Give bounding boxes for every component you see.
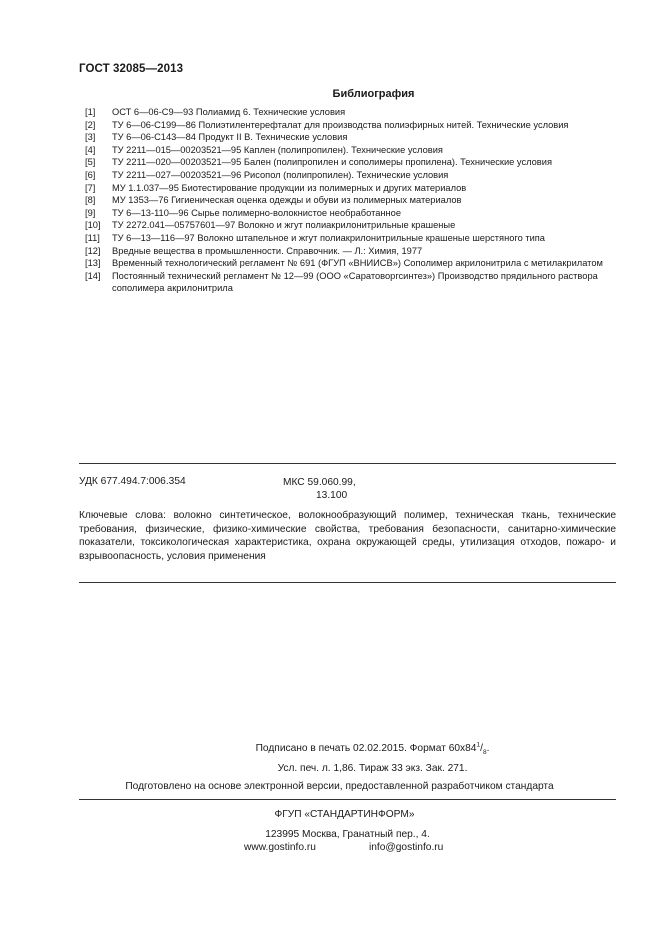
mks-code <box>283 476 356 502</box>
bibliography-item-text: ТУ 6—06-С143—84 Продукт II В. Технические условия <box>112 132 348 143</box>
bibliography-item-number: [5] <box>85 157 96 168</box>
bibliography-item-text: ТУ 2211—020—00203521—95 Бален (полипропилен и сополимеры пропилена). Технические условия <box>112 157 552 168</box>
format-end: . <box>486 743 490 754</box>
signed-text: Подписано в печать 02.02.2015. Формат 60x84 <box>255 743 477 754</box>
bibliography-item <box>85 194 605 207</box>
standard-code: ГОСТ 32085—2013 <box>79 63 184 75</box>
bibliography-item-text: ТУ 6—13—116—97 Волокно штапельное и жгут полиакрилонитрильные крашеные шерстяного типа <box>112 232 545 243</box>
bibliography-item <box>85 106 605 119</box>
bibliography-item-number: [1] <box>85 107 96 117</box>
bibliography-item <box>85 144 605 157</box>
prepared-note: Подготовлено на основе электронной версии, предоставленной разработчиком стандарта <box>125 781 554 792</box>
divider-bottom <box>79 799 616 800</box>
bibliography-item <box>85 131 605 144</box>
publisher-address: 123995 Москва, Гранатный пер., 4. <box>265 829 430 840</box>
bibliography-item <box>85 207 605 220</box>
bibliography-item-number: [4] <box>85 144 96 155</box>
website-link[interactable]: www.gostinfo.ru <box>244 842 316 853</box>
signed-for-print <box>0 741 661 757</box>
bibliography-item-number: [9] <box>85 207 96 218</box>
bibliography-item-text: ТУ 2211—027—00203521—96 Рисопол (полипропилен). Технические условия <box>112 169 449 180</box>
bibliography-item <box>85 245 605 258</box>
bibliography-item-number: [12] <box>85 245 101 256</box>
bibliography-item-text: ТУ 6—13-110—96 Сырье полимерно-волокнистое необработанное <box>112 207 402 218</box>
publisher-name: ФГУП «СТАНДАРТИНФОРМ» <box>274 809 415 820</box>
bibliography-item-text: Временный технологический регламент № 691 (ФГУП «ВНИИСВ») Сополимер акрилонитрила с метилакрилатом <box>112 258 603 269</box>
bibliography-list <box>85 106 605 295</box>
bibliography-item <box>85 219 605 232</box>
bibliography-item-text: ОСТ 6—06-С9—93 Полиамид 6. Технические условия <box>112 107 346 117</box>
bibliography-item <box>85 156 605 169</box>
bibliography-item-number: [14] <box>85 270 101 281</box>
bibliography-item-number: [7] <box>85 182 96 193</box>
bibliography-item-text: МУ 1.1.037—95 Биотестирование продукции из полимерных и других материалов <box>112 182 467 193</box>
udk-code: УДК 677.494.7:006.354 <box>79 476 186 487</box>
bibliography-item-text: Вредные вещества в промышленности. Справочник. — Л.: Химия, 1977 <box>112 245 423 256</box>
bibliography-item <box>85 169 605 182</box>
bibliography-item-text: ТУ 6—06-С199—86 Полиэтилентерефталат для производства полиэфирных нитей. Технические условия <box>112 119 569 130</box>
mks-line-1: МКС 59.060.99, <box>283 477 356 488</box>
email-link[interactable]: info@gostinfo.ru <box>369 842 444 853</box>
bibliography-item-number: [11] <box>85 232 100 243</box>
bibliography-item-text: Постоянный технический регламент № 12—99 (ООО «Саратоворгсинтез») Производство прядильного раствора сополимера акрилонитрила <box>112 270 598 294</box>
bibliography-item <box>85 257 605 270</box>
bibliography-item-number: [10] <box>85 220 101 231</box>
divider-top <box>79 463 616 464</box>
bibliography-item <box>85 270 605 295</box>
bibliography-item-number: [3] <box>85 132 96 143</box>
bibliography-item <box>85 232 605 245</box>
bibliography-item <box>85 182 605 195</box>
print-info: Усл. печ. л. 1,86. Тираж 33 экз. Зак. 271. <box>277 763 468 774</box>
format-slash: / <box>480 743 483 754</box>
divider-middle <box>79 582 616 583</box>
bibliography-item-number: [6] <box>85 169 96 180</box>
format-subscript: 8 <box>482 749 487 757</box>
format-superscript: 1 <box>476 741 481 749</box>
bibliography-item-text: ТУ 2272.041—05757601—97 Волокно и жгут полиакрилонитрильные крашеные <box>112 220 456 231</box>
bibliography-title: Библиография <box>332 88 415 100</box>
bibliography-item-text: МУ 1353—76 Гигиеническая оценка одежды и обуви из полимерных материалов <box>112 195 462 206</box>
bibliography-item-number: [2] <box>85 119 96 130</box>
keywords-paragraph: Ключевые слова: волокно синтетическое, волокнообразующий полимер, техническая ткань, технические требования, физические, физико-химические свойства, требования безопасности, санитарно-химические показатели, токсикологическая характеристика, охрана окружающей среды, утилизация отходов, пожаро- и взрывоопасность, условия применения <box>79 510 616 562</box>
bibliography-item-number: [13] <box>85 258 101 269</box>
bibliography-item-number: [8] <box>85 195 96 206</box>
mks-line-2: 13.100 <box>316 490 348 501</box>
bibliography-item <box>85 119 605 132</box>
bibliography-item-text: ТУ 2211—015—00203521—95 Каплен (полипропилен). Технические условия <box>112 144 443 155</box>
